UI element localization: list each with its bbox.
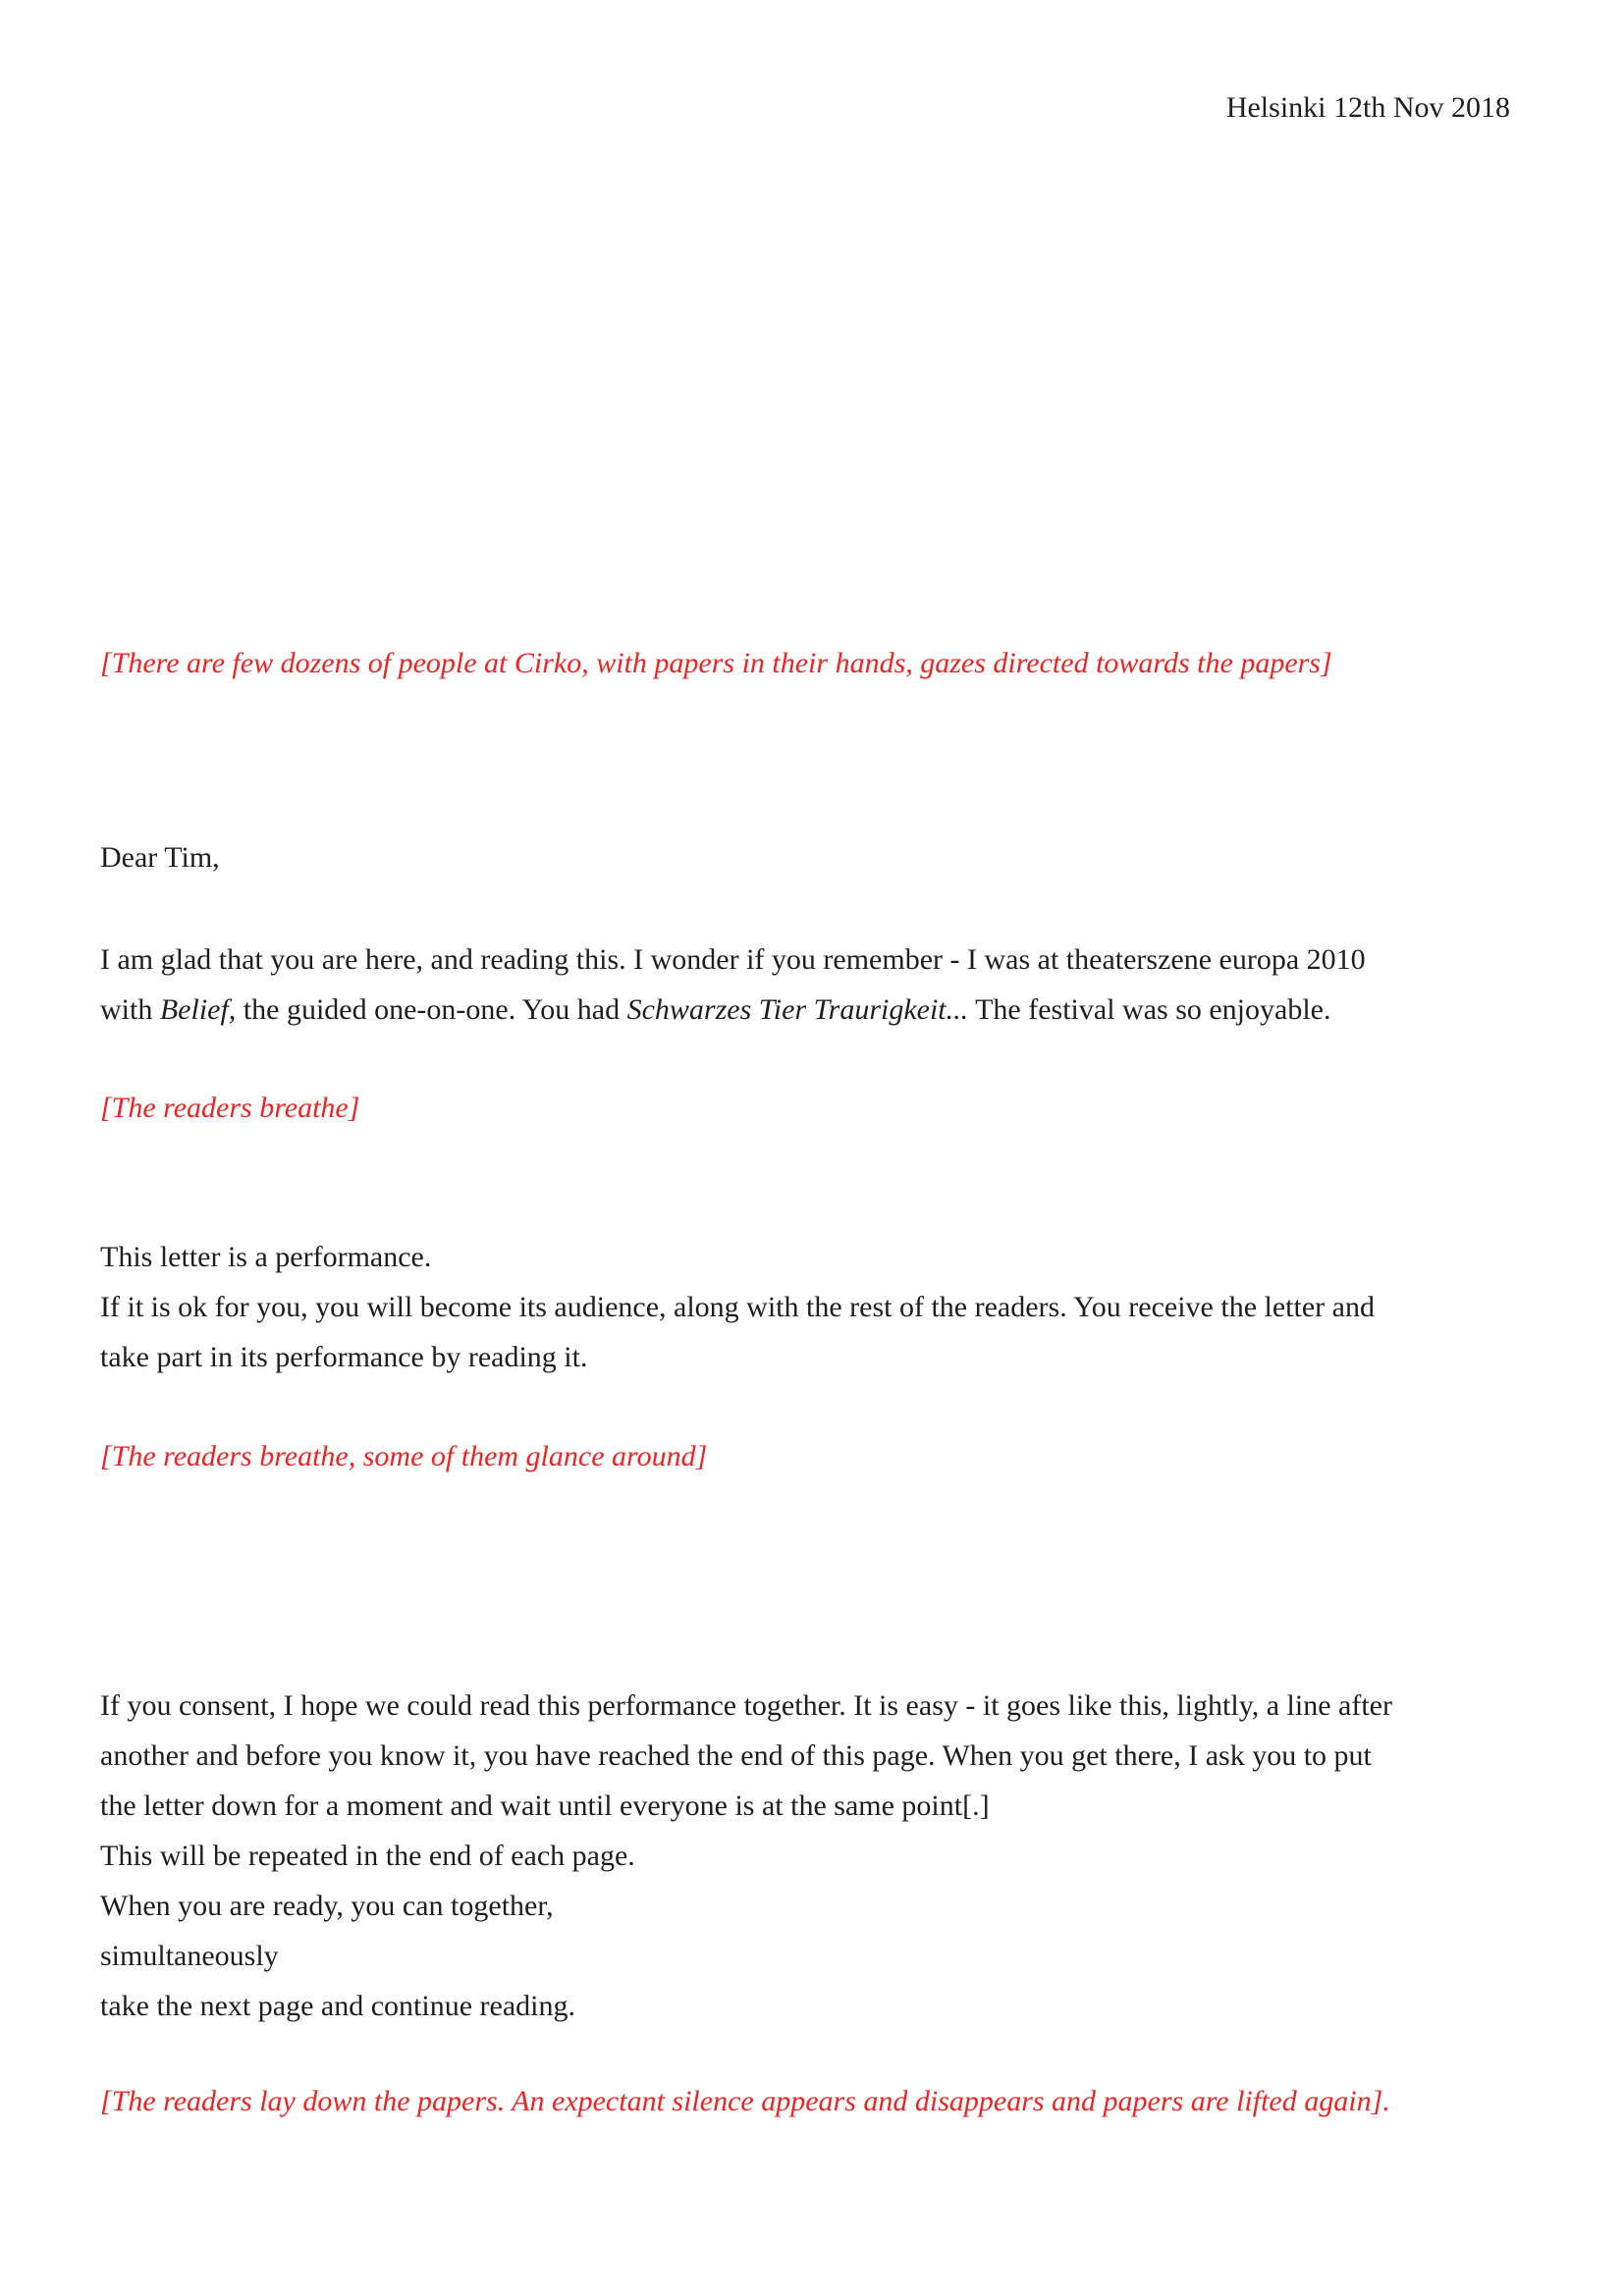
stage-direction-breathe: [The readers breathe] [100,1092,360,1124]
instructions-paragraph [100,1681,1534,2031]
instructions-line-5: When you are ready, you can together, [100,1890,554,1922]
instructions-line-4: This will be repeated in the end of each page. [100,1840,635,1872]
stage-direction-closing: [The readers lay down the papers. An expectant silence appears and disappears and papers are lifted again]. [100,2085,1390,2117]
salutation: Dear Tim, [100,841,220,874]
intro-text-segment: the guided one-on-one. You had [236,993,627,1026]
intro-line-2 [100,985,1534,1035]
intro-paragraph [100,934,1534,1035]
letter-date: Helsinki 12th Nov 2018 [1225,91,1510,124]
intro-title-schwarzes-tier: Schwarzes Tier Traurigkeit... [626,993,969,1026]
intro-text-segment: with [100,993,160,1026]
instructions-line-3: the letter down for a moment and wait until everyone is at the same point[.] [100,1789,990,1822]
instructions-line-1: If you consent, I hope we could read this performance together. It is easy - it goes like this, lightly, a line after [100,1689,1392,1722]
instructions-line-6: simultaneously [100,1940,279,1972]
stage-direction-glance: [The readers breathe, some of them glance around] [100,1440,708,1472]
performance-line-3: take part in its performance by reading it. [100,1341,588,1373]
stage-direction-opening: [There are few dozens of people at Cirko, with papers in their hands, gazes directed towards the papers] [100,647,1332,679]
instructions-line-7: take the next page and continue reading. [100,1990,575,2022]
intro-text-segment: The festival was so enjoyable. [968,993,1331,1026]
intro-line-1: I am glad that you are here, and reading this. I wonder if you remember - I was at theaterszene europa 2010 [100,943,1366,976]
performance-line-1: This letter is a performance. [100,1241,432,1273]
performance-paragraph [100,1232,1534,1382]
intro-title-belief: Belief, [159,993,237,1026]
performance-line-2: If it is ok for you, you will become its audience, along with the rest of the readers. You receive the letter and [100,1291,1375,1323]
instructions-line-2: another and before you know it, you have reached the end of this page. When you get there, I ask you to put [100,1739,1372,1772]
